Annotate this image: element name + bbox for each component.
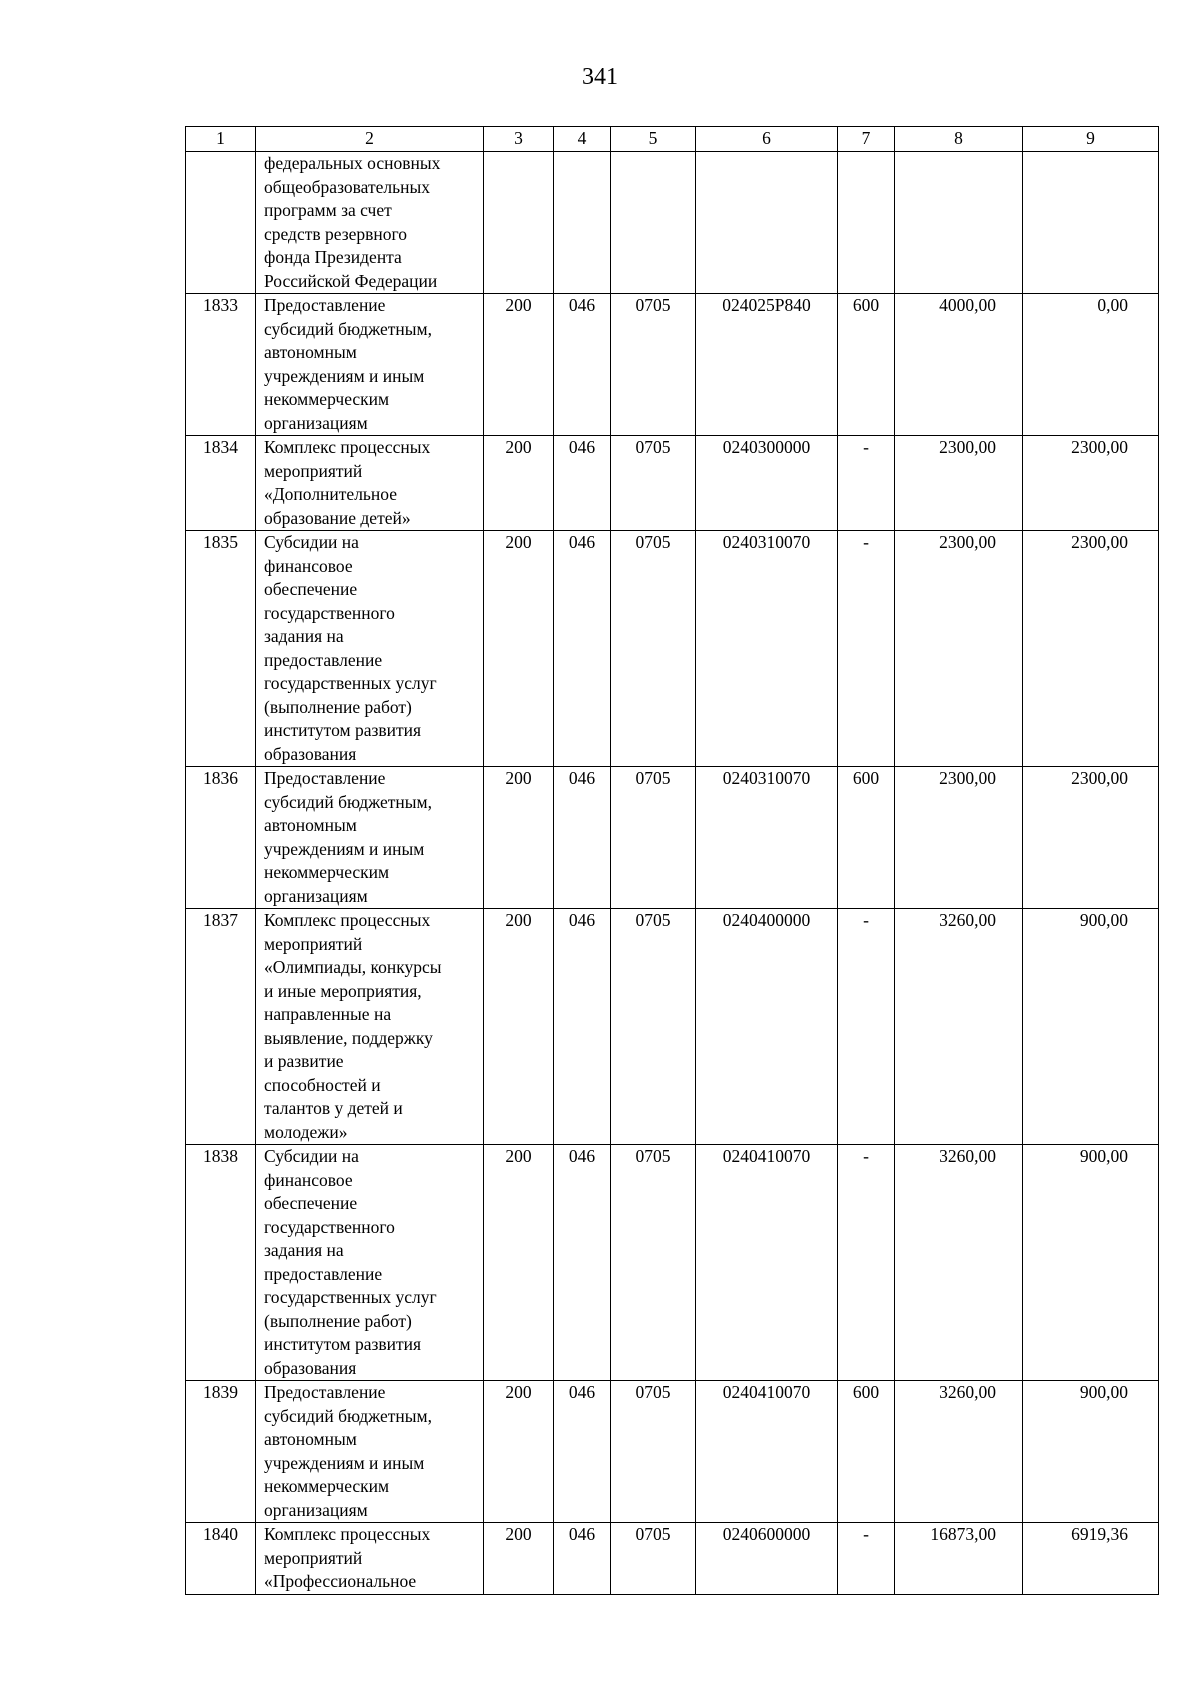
cell-amount-1: 3260,00: [895, 1145, 1023, 1381]
table-row: [186, 531, 1159, 767]
budget-table: [185, 126, 1159, 1595]
cell-col5: 0705: [611, 1523, 696, 1595]
row-description: Комплекс процессных мероприятий «Профессиональное: [256, 1523, 484, 1595]
cell-expense-type: -: [838, 436, 895, 531]
cell-expense-type: -: [838, 909, 895, 1145]
cell-col3: 200: [484, 531, 554, 767]
column-header-1: 1: [186, 127, 256, 152]
page-number: 341: [582, 64, 618, 90]
row-number: 1836: [186, 767, 256, 909]
row-number: 1833: [186, 294, 256, 436]
cell-expense-type: 600: [838, 767, 895, 909]
cell-expense-type: 600: [838, 1381, 895, 1523]
cell-col4: 046: [554, 1145, 611, 1381]
table-row: [186, 152, 1159, 294]
cell-col5: 0705: [611, 531, 696, 767]
cell-amount-2: 900,00: [1023, 1145, 1159, 1381]
cell-amount-1: 2300,00: [895, 767, 1023, 909]
row-description: федеральных основных общеобразовательных программ за счет средств резервного фонда Президента Российской Федерации: [256, 152, 484, 294]
cell-amount-1: 2300,00: [895, 531, 1023, 767]
column-header-2: 2: [256, 127, 484, 152]
cell-amount-1: [895, 152, 1023, 294]
cell-col4: 046: [554, 909, 611, 1145]
cell-col5: 0705: [611, 1381, 696, 1523]
cell-target-code: 024025P840: [696, 294, 838, 436]
cell-target-code: 0240300000: [696, 436, 838, 531]
cell-amount-1: 3260,00: [895, 1381, 1023, 1523]
table-row: [186, 1381, 1159, 1523]
cell-target-code: 0240410070: [696, 1381, 838, 1523]
cell-col5: 0705: [611, 1145, 696, 1381]
row-description: Предоставление субсидий бюджетным, автономным учреждениям и иным некоммерческим организациям: [256, 294, 484, 436]
cell-amount-1: 3260,00: [895, 909, 1023, 1145]
cell-col5: 0705: [611, 909, 696, 1145]
cell-amount-2: 0,00: [1023, 294, 1159, 436]
cell-col4: 046: [554, 294, 611, 436]
column-header-4: 4: [554, 127, 611, 152]
row-number: [186, 152, 256, 294]
cell-col3: [484, 152, 554, 294]
table-row: [186, 1145, 1159, 1381]
cell-amount-2: 900,00: [1023, 1381, 1159, 1523]
cell-col5: 0705: [611, 767, 696, 909]
row-description: Предоставление субсидий бюджетным, автономным учреждениям и иным некоммерческим организациям: [256, 1381, 484, 1523]
cell-target-code: 0240310070: [696, 531, 838, 767]
cell-col3: 200: [484, 1381, 554, 1523]
cell-amount-1: 16873,00: [895, 1523, 1023, 1595]
cell-col5: 0705: [611, 294, 696, 436]
cell-col4: 046: [554, 531, 611, 767]
row-number: 1837: [186, 909, 256, 1145]
cell-expense-type: 600: [838, 294, 895, 436]
cell-expense-type: -: [838, 531, 895, 767]
column-header-3: 3: [484, 127, 554, 152]
cell-col3: 200: [484, 294, 554, 436]
table-row: [186, 767, 1159, 909]
cell-target-code: 0240310070: [696, 767, 838, 909]
cell-col4: [554, 152, 611, 294]
row-description: Комплекс процессных мероприятий «Олимпиады, конкурсы и иные мероприятия, направленные на выявление, поддержку и развитие способностей и талантов у детей и молодежи»: [256, 909, 484, 1145]
cell-col4: 046: [554, 767, 611, 909]
cell-target-code: 0240600000: [696, 1523, 838, 1595]
cell-col3: 200: [484, 436, 554, 531]
cell-expense-type: -: [838, 1145, 895, 1381]
cell-expense-type: -: [838, 1523, 895, 1595]
row-number: 1838: [186, 1145, 256, 1381]
table-row: [186, 909, 1159, 1145]
table-row: [186, 1523, 1159, 1595]
row-number: 1834: [186, 436, 256, 531]
column-header-9: 9: [1023, 127, 1159, 152]
cell-col3: 200: [484, 1145, 554, 1381]
cell-col3: 200: [484, 909, 554, 1145]
column-header-5: 5: [611, 127, 696, 152]
cell-col4: 046: [554, 1381, 611, 1523]
cell-col3: 200: [484, 1523, 554, 1595]
cell-target-code: 0240400000: [696, 909, 838, 1145]
cell-amount-2: 2300,00: [1023, 531, 1159, 767]
cell-amount-2: 2300,00: [1023, 767, 1159, 909]
cell-col5: 0705: [611, 436, 696, 531]
row-number: 1840: [186, 1523, 256, 1595]
cell-amount-2: 2300,00: [1023, 436, 1159, 531]
cell-col5: [611, 152, 696, 294]
row-description: Комплекс процессных мероприятий «Дополнительное образование детей»: [256, 436, 484, 531]
cell-col3: 200: [484, 767, 554, 909]
cell-amount-2: 900,00: [1023, 909, 1159, 1145]
cell-amount-1: 4000,00: [895, 294, 1023, 436]
table-row: [186, 436, 1159, 531]
row-description: Субсидии на финансовое обеспечение государственного задания на предоставление государственных услуг (выполнение работ) институтом развития образования: [256, 1145, 484, 1381]
header-row: [186, 127, 1159, 152]
cell-col4: 046: [554, 436, 611, 531]
cell-target-code: 0240410070: [696, 1145, 838, 1381]
cell-col4: 046: [554, 1523, 611, 1595]
column-header-8: 8: [895, 127, 1023, 152]
row-number: 1839: [186, 1381, 256, 1523]
cell-expense-type: [838, 152, 895, 294]
cell-amount-2: [1023, 152, 1159, 294]
row-description: Субсидии на финансовое обеспечение государственного задания на предоставление государственных услуг (выполнение работ) институтом развития образования: [256, 531, 484, 767]
column-header-7: 7: [838, 127, 895, 152]
row-description: Предоставление субсидий бюджетным, автономным учреждениям и иным некоммерческим организациям: [256, 767, 484, 909]
column-header-6: 6: [696, 127, 838, 152]
cell-amount-2: 6919,36: [1023, 1523, 1159, 1595]
table-row: [186, 294, 1159, 436]
cell-target-code: [696, 152, 838, 294]
row-number: 1835: [186, 531, 256, 767]
cell-amount-1: 2300,00: [895, 436, 1023, 531]
